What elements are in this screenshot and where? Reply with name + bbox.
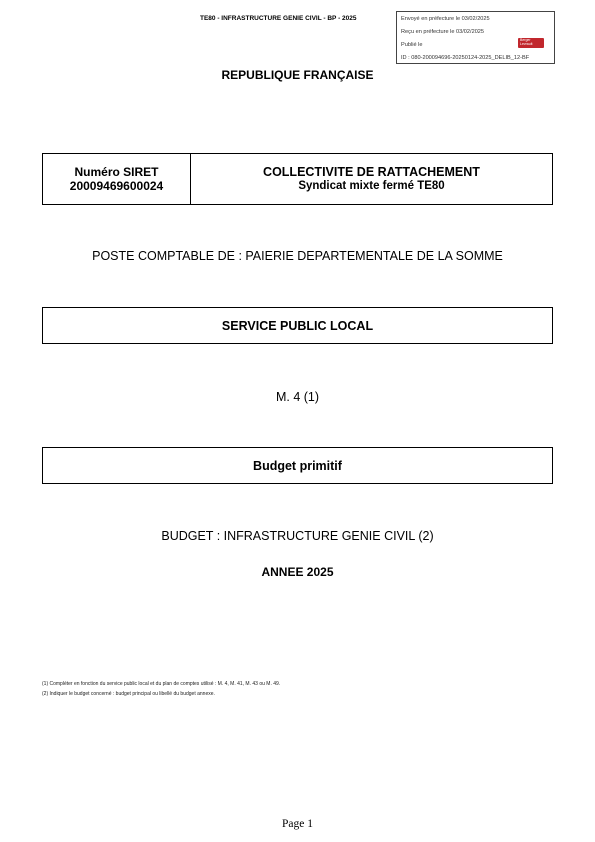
service-public-box: SERVICE PUBLIC LOCAL bbox=[42, 307, 553, 344]
budget-year: ANNEE 2025 bbox=[261, 565, 334, 579]
logo-text-line2: Levrault bbox=[520, 42, 533, 46]
stamp-published: Publié le bbox=[401, 42, 423, 48]
siret-cell bbox=[43, 154, 191, 204]
footnote-2: (2) Indiquer le budget concerné : budget principal ou libellé du budget annexe. bbox=[42, 691, 215, 697]
document-reference: TE80 - INFRASTRUCTURE GENIE CIVIL - BP - 2025 bbox=[200, 15, 357, 22]
prefecture-stamp bbox=[396, 11, 555, 64]
collectivity-name: Syndicat mixte fermé TE80 bbox=[298, 180, 445, 192]
page-number: Page 1 bbox=[282, 818, 313, 830]
poste-comptable: POSTE COMPTABLE DE : PAIERIE DEPARTEMENTALE DE LA SOMME bbox=[92, 249, 503, 263]
stamp-id: ID : 080-200094696-20250124-2025_DELIB_12-BF bbox=[401, 55, 530, 61]
berger-levrault-logo bbox=[518, 38, 544, 48]
logo-text-line1: Berger bbox=[520, 38, 531, 42]
budget-name: BUDGET : INFRASTRUCTURE GENIE CIVIL (2) bbox=[161, 529, 434, 543]
stamp-received-date: Reçu en préfecture le 03/02/2025 bbox=[401, 29, 485, 35]
siret-label: Numéro SIRET bbox=[74, 165, 159, 179]
collectivity-label: COLLECTIVITE DE RATTACHEMENT bbox=[263, 165, 480, 179]
collectivity-cell bbox=[191, 154, 552, 204]
budget-type-box: Budget primitif bbox=[42, 447, 553, 484]
siret-number: 20009469600024 bbox=[69, 179, 164, 193]
footnote-1: (1) Compléter en fonction du service public local et du plan de comptes utilisé : M. 4, M. 41, M. 43 ou M. 49. bbox=[42, 681, 281, 687]
nomenclature: M. 4 (1) bbox=[275, 390, 320, 404]
stamp-sent-date: Envoyé en préfecture le 03/02/2025 bbox=[401, 16, 490, 22]
siret-table bbox=[42, 153, 553, 205]
page-title: REPUBLIQUE FRANÇAISE bbox=[221, 68, 374, 82]
